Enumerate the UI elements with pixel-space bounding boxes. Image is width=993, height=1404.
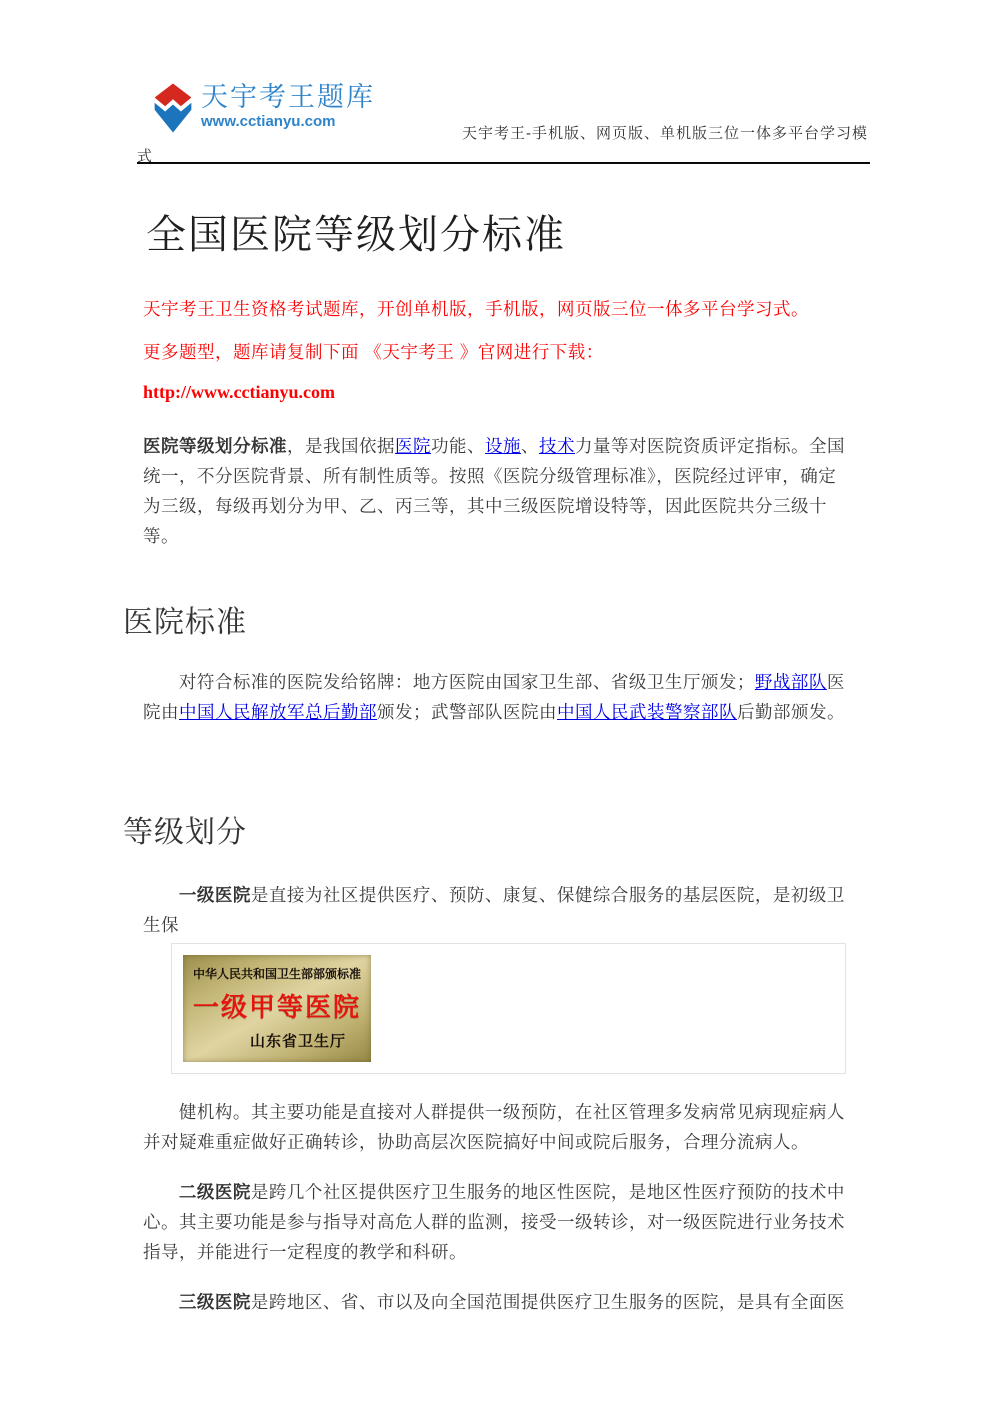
link-armed-police-force[interactable]: 中国人民武装警察部队 [557, 702, 737, 722]
intro-text-3: 、 [521, 436, 539, 456]
grade3-paragraph [143, 1287, 850, 1317]
link-facility[interactable]: 设施 [485, 436, 521, 456]
hospital-plaque-image [183, 955, 371, 1062]
grade3-text: 是跨地区、省、市以及向全国范围提供医疗卫生服务的医院，是具有全面医 [250, 1292, 845, 1312]
site-logo[interactable] [152, 82, 375, 134]
section-heading-grade-division: 等级划分 [123, 816, 247, 849]
promo-line-1: 天宇考王卫生资格考试题库，开创单机版，手机版，网页版三位一体多平台学习式。 [143, 299, 809, 319]
plaque-grade-line: 一级甲等医院 [192, 993, 361, 1022]
promo-line-2: 更多题型，题库请复制下面 《天宇考王 》官网进行下载： [143, 342, 604, 362]
grade1-continued-paragraph: 健机构。其主要功能是直接对人群提供一级预防，在社区管理多发病常见病现症病人并对疑难重症做好正确转诊，协助高层次医院搞好中间或院后服务，合理分流病人。 [143, 1102, 845, 1152]
header-tagline-line2: 式 [137, 148, 153, 165]
grade1-text: 是直接为社区提供医疗、预防、康复、保健综合服务的基层医院，是初级卫生保 [143, 885, 845, 935]
grade2-text: 是跨几个社区提供医疗卫生服务的地区性医院，是地区性医疗预防的技术中心。其主要功能是参与指导对高危人群的监测，接受一级转诊，对一级医院进行业务技术指导，并能进行一定程度的教学和科研。 [143, 1182, 845, 1262]
promo-block [143, 296, 873, 403]
logo-brand-name: 天宇考王题库 [201, 82, 375, 112]
intro-lead-term: 医院等级划分标准 [143, 436, 287, 456]
grade1-paragraph [143, 880, 850, 940]
intro-text-1: ，是我国依据 [287, 436, 395, 456]
logo-site-url: www.cctianyu.com [201, 113, 336, 130]
logo-diamond-icon [152, 82, 194, 134]
header-divider [137, 162, 870, 164]
page-title: 全国医院等级划分标准 [146, 213, 566, 257]
intro-text-4: 力量等对医院资质评定指标。全国统一，不分医院背景、所有制性质等。按照《医院分级管理标准》，医院经过评审，确定为三级，每级再划分为甲、乙、丙三等，其中三级医院增设特等，因此医院共分三级十等。 [143, 436, 845, 546]
grade2-paragraph [143, 1177, 850, 1267]
grade2-lead-term: 二级医院 [178, 1182, 251, 1202]
standard-text-1: 对符合标准的医院发给铭牌：地方医院由国家卫生部、省级卫生厅颁发； [178, 672, 755, 692]
intro-paragraph [143, 431, 850, 551]
standard-text-3: 颁发；武警部队医院由 [377, 702, 557, 722]
logo-text-block [201, 82, 375, 131]
link-hospital[interactable]: 医院 [395, 436, 431, 456]
intro-text-2: 功能、 [431, 436, 485, 456]
link-technology[interactable]: 技术 [539, 436, 575, 456]
grade3-lead-term: 三级医院 [178, 1292, 251, 1312]
promo-url-link[interactable]: http://www.cctianyu.com [143, 382, 335, 402]
plaque-issuer-line: 中华人民共和国卫生部部颁标准 [192, 967, 361, 981]
hospital-standard-paragraph [143, 667, 850, 727]
standard-text-2: 医院由 [143, 672, 845, 722]
header-tagline-line1: 天宇考王-手机版、网页版、单机版三位一体多平台学习模 [462, 125, 868, 142]
plaque-authority-line: 山东省卫生厅 [249, 1034, 346, 1050]
link-pla-logistics-department[interactable]: 中国人民解放军总后勤部 [179, 702, 377, 722]
plaque-image-container [171, 943, 846, 1074]
standard-text-4: 后勤部颁发。 [737, 702, 845, 722]
link-field-army[interactable]: 野战部队 [754, 672, 827, 692]
grade1-lead-term: 一级医院 [178, 885, 251, 905]
section-heading-hospital-standard: 医院标准 [123, 606, 247, 639]
